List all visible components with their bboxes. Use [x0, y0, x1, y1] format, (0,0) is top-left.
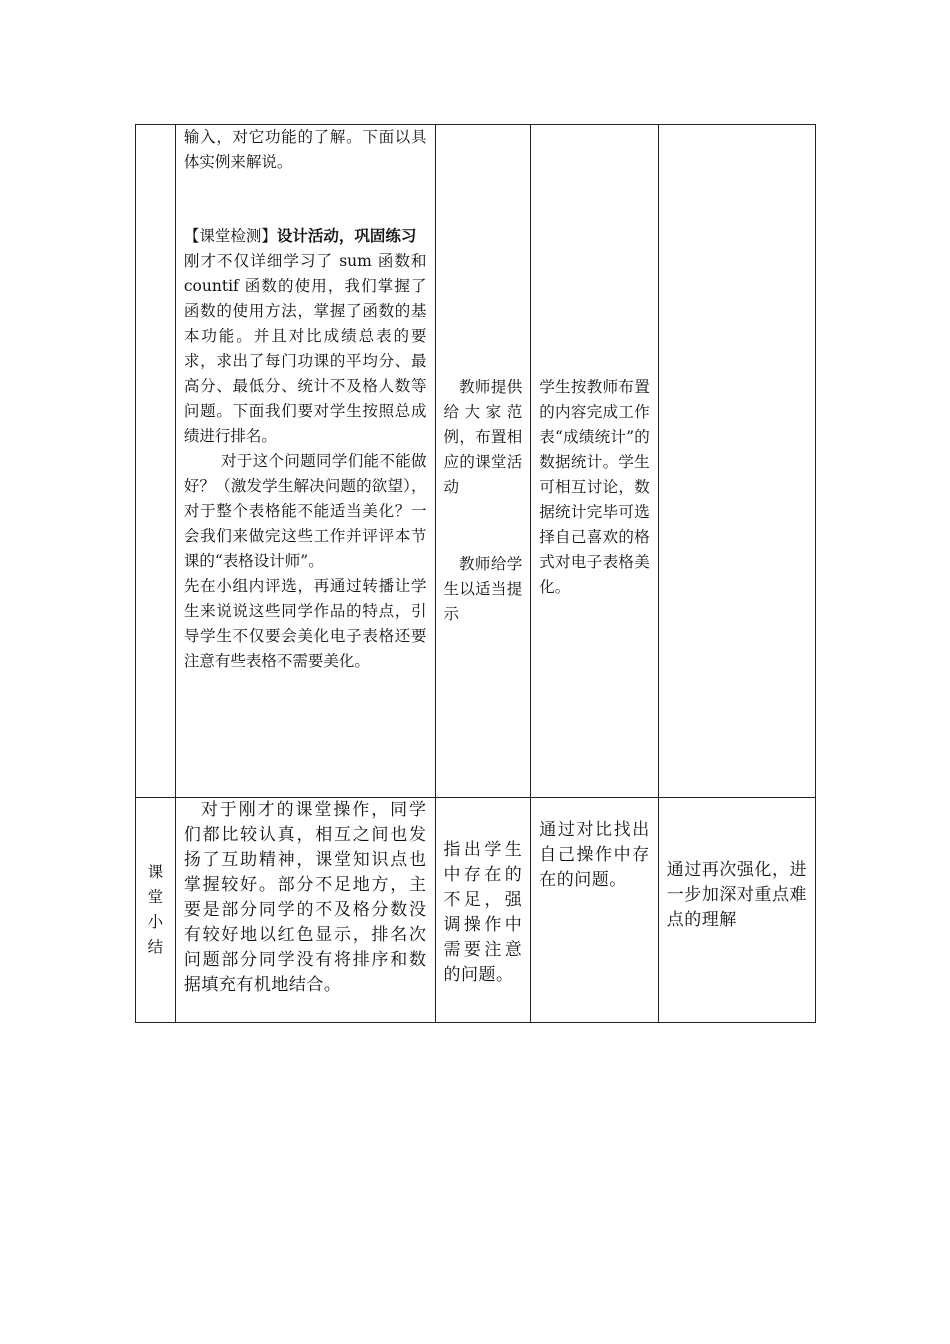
student-text: 学生按教师布置的内容完成工作表“成绩统计”的数据统计。学生可相互讨论，数据统计完毕可选择自己喜欢的格式对电子表格美化。 [539, 378, 650, 596]
table-row [136, 798, 816, 1023]
summary-paragraph: 对于刚才的课堂操作，同学们都比较认真，相互之间也发扬了互助精神，课堂知识点也掌握较好。部分不足地方，主要是部分同学的不及格分数没有较好地以红色显示，排名次问题部分同学没有将排序和数据填充有机地结合。 [183, 800, 427, 995]
content-cell [175, 125, 435, 798]
content-paragraph: 先在小组内评选，再通过转播让学生来说说这些同学作品的特点，引导学生不仅要会美化电子表格还要注意有些表格不需要美化。 [183, 577, 427, 670]
teacher-activity-cell [435, 798, 531, 1023]
stage-cell-empty [136, 125, 176, 798]
stage-cell [136, 798, 176, 1023]
intent-cell [658, 798, 815, 1023]
section-heading [184, 223, 427, 249]
content-paragraph: 刚才不仅详细学习了 sum 函数和 countif 函数的使用，我们掌握了函数的使用方法，掌握了函数的基本功能。并且对比成绩总表的要求，求出了每门功课的平均分、最高分、最低分、统计不及格人数等问题。下面我们要对学生按照总成绩进行排名。 [183, 252, 427, 445]
student-activity-cell [531, 798, 659, 1023]
student-activity-cell [531, 125, 659, 798]
content-cell [175, 798, 435, 1023]
intent-text: 通过再次强化，进一步加深对重点难点的理解 [666, 860, 807, 930]
teacher-activity-cell [435, 125, 531, 798]
table-row [136, 125, 816, 798]
stage-label: 课堂小结 [147, 863, 164, 956]
intent-cell-empty [658, 125, 815, 798]
heading-text: 设计活动，巩固练习 [276, 226, 417, 245]
heading-bracket: 【课堂检测】 [183, 227, 277, 245]
teacher-text: 教师给学生以适当提示 [443, 555, 523, 623]
student-text: 通过对比找出自己操作中存在的问题。 [539, 820, 650, 890]
content-paragraph: 对于这个问题同学们能不能做好？（激发学生解决问题的欲望），对于整个表格能不能适当美化？一会我们来做完这些工作并评评本节课的“表格设计师”。 [183, 452, 427, 570]
teacher-text: 指出学生中存在的不足，强调操作中需要注意的问题。 [443, 840, 523, 985]
intro-line: 输入，对它功能的了解。下面以具体实例来解说。 [183, 128, 427, 171]
lesson-plan-table [135, 124, 816, 1023]
teacher-text: 教师提供给大家范例，布置相应的课堂活动 [443, 378, 523, 496]
